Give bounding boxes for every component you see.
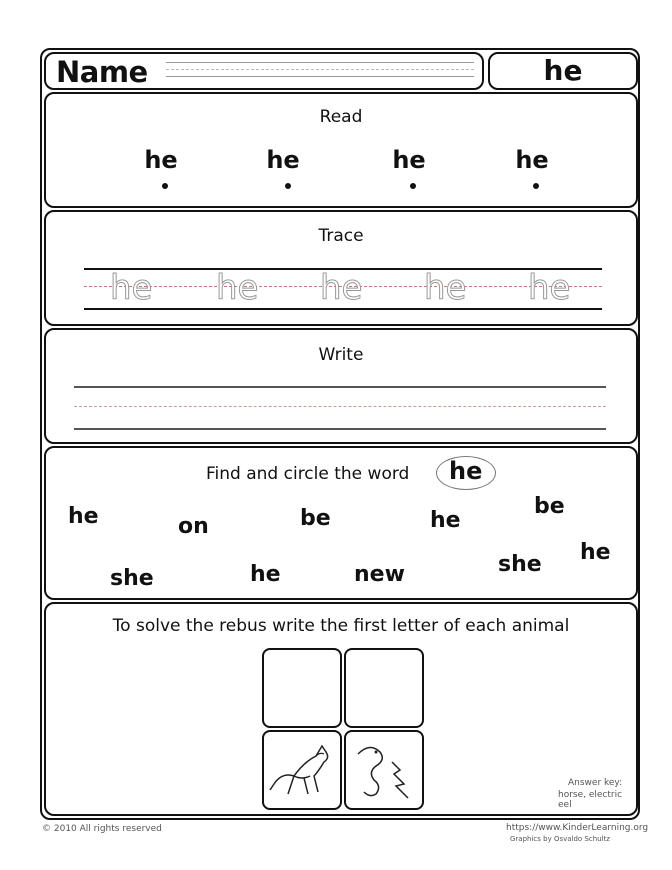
find-word[interactable]: he	[68, 504, 99, 529]
read-word: he	[392, 146, 426, 174]
find-word[interactable]: she	[498, 552, 542, 577]
read-dot	[410, 183, 416, 189]
trace-word: he	[424, 268, 467, 308]
answer-key-label: Answer key:	[568, 778, 623, 788]
write-title: Write	[318, 345, 364, 365]
read-title: Read	[319, 107, 363, 127]
write-top-line[interactable]	[74, 386, 606, 388]
answer-cell-1[interactable]	[262, 648, 342, 728]
find-word[interactable]: be	[300, 506, 331, 531]
name-box	[44, 52, 484, 90]
find-section	[44, 446, 638, 600]
rebus-section	[44, 602, 638, 816]
trace-word: he	[216, 268, 259, 308]
find-word[interactable]: he	[250, 562, 281, 587]
read-word: he	[144, 146, 178, 174]
find-word[interactable]: new	[354, 562, 405, 587]
read-word: he	[266, 146, 300, 174]
read-word: he	[515, 146, 549, 174]
copyright-text: © 2010 All rights reserved	[42, 824, 162, 834]
find-word[interactable]: he	[430, 508, 461, 533]
read-section	[44, 92, 638, 208]
answer-key-text: horse, electric eel	[558, 790, 623, 810]
write-mid-line[interactable]	[74, 406, 606, 407]
horse-picture-cell	[262, 730, 342, 810]
graphics-credit: Graphics by Osvaldo Schultz	[510, 835, 610, 843]
horse-icon	[264, 732, 340, 808]
find-word[interactable]: he	[580, 540, 611, 565]
answer-cell-2[interactable]	[344, 648, 424, 728]
trace-word: he	[110, 268, 153, 308]
trace-section	[44, 210, 638, 326]
read-dot	[533, 183, 539, 189]
trace-bottom-line	[84, 308, 602, 310]
write-section	[44, 328, 638, 444]
trace-word: he	[528, 268, 571, 308]
trace-title: Trace	[318, 226, 364, 246]
target-word: he	[449, 457, 483, 485]
eel-picture-cell	[344, 730, 424, 810]
find-word[interactable]: she	[110, 566, 154, 591]
find-word[interactable]: be	[534, 494, 565, 519]
write-bottom-line[interactable]	[74, 428, 606, 430]
electric-eel-icon	[346, 732, 422, 808]
find-word[interactable]: on	[178, 514, 209, 539]
site-url[interactable]: https://www.KinderLearning.org	[506, 823, 649, 833]
name-label: Name	[56, 55, 148, 89]
sight-word: he	[543, 54, 583, 87]
sight-word-box	[488, 52, 638, 90]
name-writing-lines[interactable]	[166, 62, 474, 82]
rebus-title: To solve the rebus write the first letter of each animal	[112, 616, 570, 636]
trace-word: he	[320, 268, 363, 308]
read-dot	[162, 183, 168, 189]
find-title: Find and circle the word	[206, 464, 410, 484]
read-dot	[285, 183, 291, 189]
